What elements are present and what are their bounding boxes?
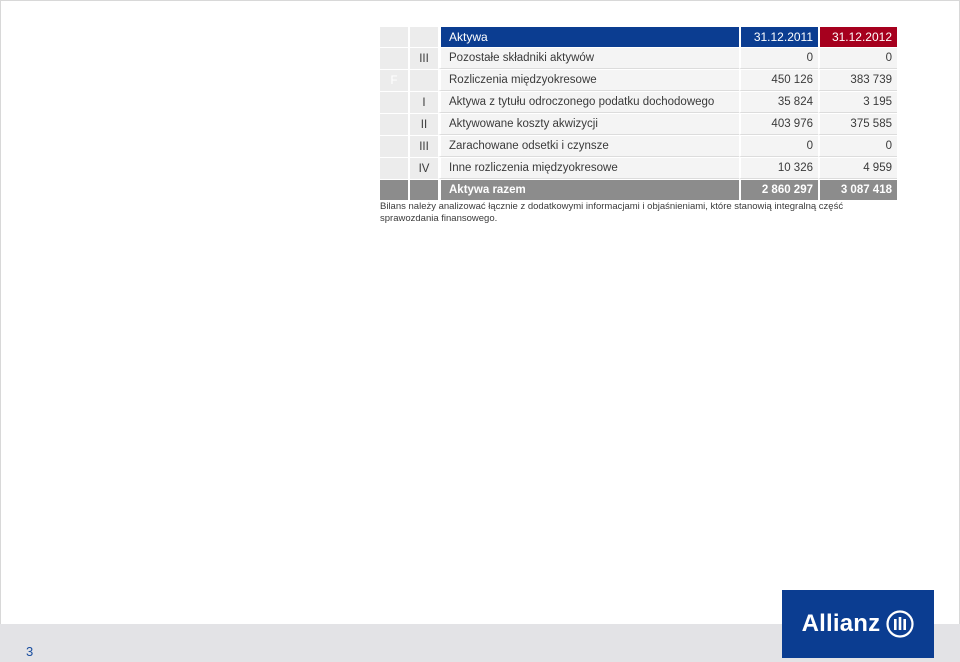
row-label: Aktywa z tytułu odroczonego podatku dochodowego xyxy=(438,92,739,113)
row-letter xyxy=(380,92,408,113)
table-row xyxy=(380,136,897,157)
row-value-2011: 403 976 xyxy=(739,114,818,135)
row-value-2011: 10 326 xyxy=(739,158,818,179)
table-row xyxy=(380,158,897,179)
row-label: Zarachowane odsetki i czynsze xyxy=(438,136,739,157)
total-value-2011: 2 860 297 xyxy=(739,180,818,200)
row-letter xyxy=(380,114,408,135)
row-letter xyxy=(380,48,408,69)
row-value-2011: 0 xyxy=(739,136,818,157)
total-roman-cell xyxy=(408,180,438,200)
row-label: Aktywowane koszty akwizycji xyxy=(438,114,739,135)
row-roman xyxy=(408,70,438,91)
row-value-2012: 3 195 xyxy=(818,92,897,113)
row-value-2012: 0 xyxy=(818,136,897,157)
total-value-2012: 3 087 418 xyxy=(818,180,897,200)
allianz-logo xyxy=(782,590,934,658)
balance-sheet-table xyxy=(380,26,897,201)
row-label: Pozostałe składniki aktywów xyxy=(438,48,739,69)
row-roman: IV xyxy=(408,158,438,179)
table-header-row xyxy=(380,27,897,47)
row-letter: F xyxy=(380,70,408,91)
row-roman: II xyxy=(408,114,438,135)
footnote: Bilans należy analizować łącznie z dodatkowymi informacjami i objaśnieniami, które stanowią integralną część sprawozdania finansowego. xyxy=(380,201,844,224)
header-col-2011: 31.12.2011 xyxy=(739,27,818,47)
header-letter-cell xyxy=(380,27,408,47)
row-value-2012: 0 xyxy=(818,48,897,69)
table-row xyxy=(380,92,897,113)
table-row xyxy=(380,114,897,135)
row-letter xyxy=(380,158,408,179)
page-number: 3 xyxy=(26,644,34,659)
row-value-2011: 35 824 xyxy=(739,92,818,113)
total-label: Aktywa razem xyxy=(438,180,739,200)
row-value-2012: 375 585 xyxy=(818,114,897,135)
row-value-2012: 383 739 xyxy=(818,70,897,91)
allianz-eagle-icon xyxy=(886,610,914,638)
logo-wordmark: Allianz xyxy=(801,610,881,637)
header-col-2012: 31.12.2012 xyxy=(818,27,897,47)
row-roman: III xyxy=(408,48,438,69)
total-row xyxy=(380,180,897,200)
header-roman-cell xyxy=(408,27,438,47)
row-value-2012: 4 959 xyxy=(818,158,897,179)
row-value-2011: 0 xyxy=(739,48,818,69)
total-letter-cell xyxy=(380,180,408,200)
row-value-2011: 450 126 xyxy=(739,70,818,91)
table-row xyxy=(380,70,897,91)
row-label: Inne rozliczenia międzyokresowe xyxy=(438,158,739,179)
row-roman: I xyxy=(408,92,438,113)
row-label: Rozliczenia międzyokresowe xyxy=(438,70,739,91)
header-label: Aktywa xyxy=(438,27,739,47)
row-roman: III xyxy=(408,136,438,157)
table-row xyxy=(380,48,897,69)
row-letter xyxy=(380,136,408,157)
